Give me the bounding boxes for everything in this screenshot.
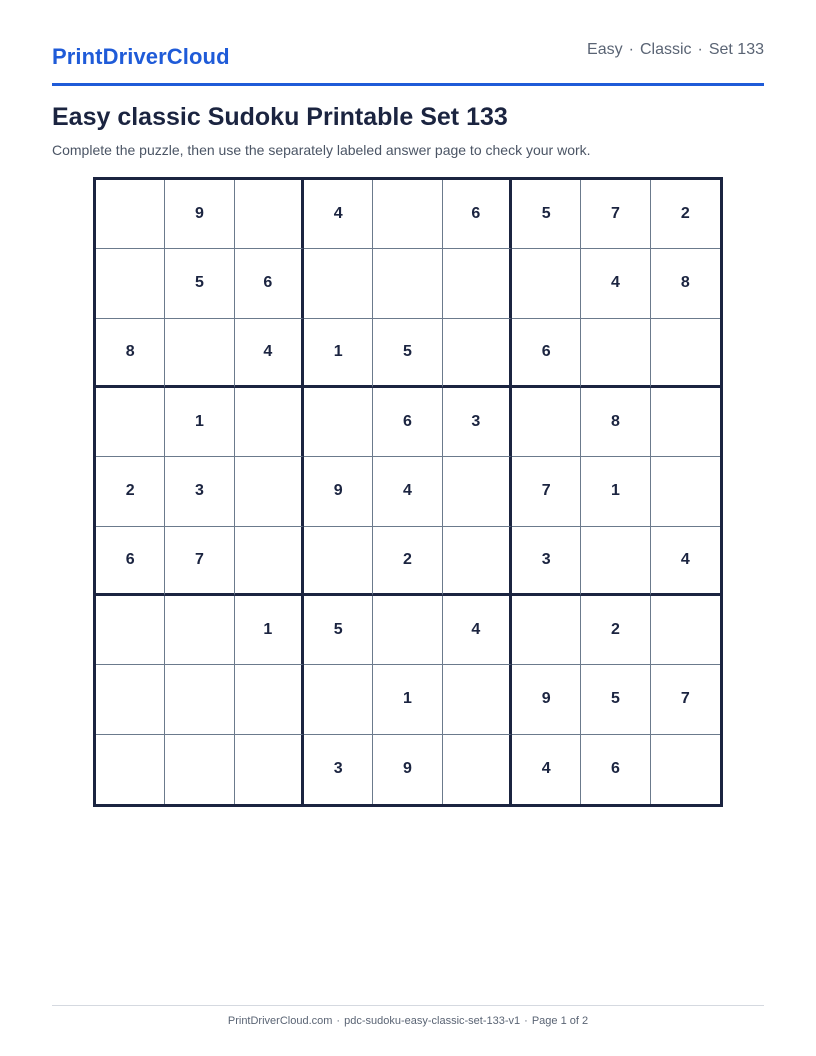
separator: · bbox=[697, 41, 703, 58]
sudoku-cell bbox=[96, 735, 165, 804]
difficulty-label: Easy bbox=[587, 41, 623, 58]
sudoku-cell: 4 bbox=[651, 527, 720, 596]
sudoku-cell bbox=[651, 735, 720, 804]
sudoku-cell: 9 bbox=[512, 665, 581, 734]
sudoku-cell bbox=[651, 319, 720, 388]
sudoku-cell: 8 bbox=[581, 388, 650, 457]
sudoku-cell: 3 bbox=[443, 388, 512, 457]
sudoku-cell bbox=[304, 388, 373, 457]
sudoku-cell bbox=[443, 249, 512, 318]
sudoku-cell: 5 bbox=[165, 249, 234, 318]
sudoku-cell bbox=[235, 457, 304, 526]
sudoku-cell: 4 bbox=[304, 180, 373, 249]
separator: · bbox=[628, 41, 634, 58]
sudoku-cell: 6 bbox=[373, 388, 442, 457]
style-label: Classic bbox=[639, 41, 692, 58]
sudoku-grid bbox=[93, 177, 723, 807]
sudoku-cell bbox=[651, 596, 720, 665]
sudoku-cell bbox=[96, 180, 165, 249]
sudoku-cell bbox=[443, 457, 512, 526]
sudoku-cell: 9 bbox=[165, 180, 234, 249]
sudoku-cell bbox=[443, 319, 512, 388]
page-subtitle: Complete the puzzle, then use the separately labeled answer page to check your work. bbox=[52, 142, 591, 158]
sudoku-cell: 2 bbox=[96, 457, 165, 526]
sudoku-cell bbox=[443, 527, 512, 596]
sudoku-cell bbox=[443, 735, 512, 804]
sudoku-cell bbox=[96, 596, 165, 665]
sudoku-cell bbox=[96, 388, 165, 457]
sudoku-cell: 4 bbox=[235, 319, 304, 388]
sudoku-cell: 1 bbox=[235, 596, 304, 665]
sudoku-cell bbox=[512, 249, 581, 318]
sudoku-cell: 5 bbox=[581, 665, 650, 734]
sudoku-cell bbox=[304, 249, 373, 318]
sudoku-cell bbox=[235, 180, 304, 249]
sudoku-cell: 5 bbox=[373, 319, 442, 388]
sudoku-cell bbox=[165, 596, 234, 665]
sudoku-cell bbox=[581, 319, 650, 388]
sudoku-cell: 6 bbox=[512, 319, 581, 388]
page-footer bbox=[52, 1005, 764, 1027]
sudoku-cell: 4 bbox=[443, 596, 512, 665]
sudoku-cell: 6 bbox=[443, 180, 512, 249]
sudoku-cell: 1 bbox=[304, 319, 373, 388]
sudoku-cell bbox=[373, 180, 442, 249]
page-header bbox=[52, 38, 764, 86]
sudoku-cell: 1 bbox=[165, 388, 234, 457]
sudoku-cell bbox=[373, 249, 442, 318]
sudoku-cell: 3 bbox=[512, 527, 581, 596]
sudoku-cell bbox=[165, 319, 234, 388]
footer-page: Page 1 of 2 bbox=[531, 1015, 589, 1027]
sudoku-cell bbox=[235, 388, 304, 457]
footer-site: PrintDriverCloud.com bbox=[227, 1015, 333, 1027]
set-label: Set 133 bbox=[708, 41, 764, 58]
sudoku-cell: 3 bbox=[165, 457, 234, 526]
sudoku-cell: 7 bbox=[512, 457, 581, 526]
sudoku-cell: 1 bbox=[373, 665, 442, 734]
sudoku-cell: 4 bbox=[373, 457, 442, 526]
sudoku-cell bbox=[512, 388, 581, 457]
sudoku-cell bbox=[235, 735, 304, 804]
sudoku-cell bbox=[165, 735, 234, 804]
sudoku-cell bbox=[96, 249, 165, 318]
sudoku-cell bbox=[304, 527, 373, 596]
separator: · bbox=[524, 1015, 528, 1027]
sudoku-cell: 6 bbox=[235, 249, 304, 318]
separator: · bbox=[336, 1015, 341, 1027]
sudoku-cell bbox=[581, 527, 650, 596]
sudoku-cell: 2 bbox=[581, 596, 650, 665]
footer-code: pdc-sudoku-easy-classic-set-133-v1 bbox=[344, 1015, 521, 1027]
sudoku-cell: 4 bbox=[581, 249, 650, 318]
sudoku-cell: 7 bbox=[581, 180, 650, 249]
sudoku-cell: 1 bbox=[581, 457, 650, 526]
sudoku-cell: 9 bbox=[304, 457, 373, 526]
sudoku-cell bbox=[651, 457, 720, 526]
sudoku-cell: 6 bbox=[96, 527, 165, 596]
sudoku-cell bbox=[651, 388, 720, 457]
sudoku-cell bbox=[373, 596, 442, 665]
header-meta bbox=[587, 41, 764, 59]
sudoku-cell bbox=[165, 665, 234, 734]
sudoku-cell: 2 bbox=[373, 527, 442, 596]
sudoku-cell: 5 bbox=[512, 180, 581, 249]
sudoku-cell: 2 bbox=[651, 180, 720, 249]
sudoku-cell: 5 bbox=[304, 596, 373, 665]
sudoku-cell: 7 bbox=[165, 527, 234, 596]
sudoku-cell: 9 bbox=[373, 735, 442, 804]
sudoku-cell: 6 bbox=[581, 735, 650, 804]
sudoku-cell: 7 bbox=[651, 665, 720, 734]
sudoku-cell: 8 bbox=[96, 319, 165, 388]
page-title: Easy classic Sudoku Printable Set 133 bbox=[52, 103, 508, 131]
sudoku-cell bbox=[235, 665, 304, 734]
sudoku-cell: 8 bbox=[651, 249, 720, 318]
sudoku-cell bbox=[96, 665, 165, 734]
sudoku-cell: 4 bbox=[512, 735, 581, 804]
sudoku-cell bbox=[304, 665, 373, 734]
sudoku-cell bbox=[235, 527, 304, 596]
sudoku-cell bbox=[512, 596, 581, 665]
sudoku-cell: 3 bbox=[304, 735, 373, 804]
brand-logo[interactable]: PrintDriverCloud bbox=[52, 44, 230, 69]
sudoku-cell bbox=[443, 665, 512, 734]
